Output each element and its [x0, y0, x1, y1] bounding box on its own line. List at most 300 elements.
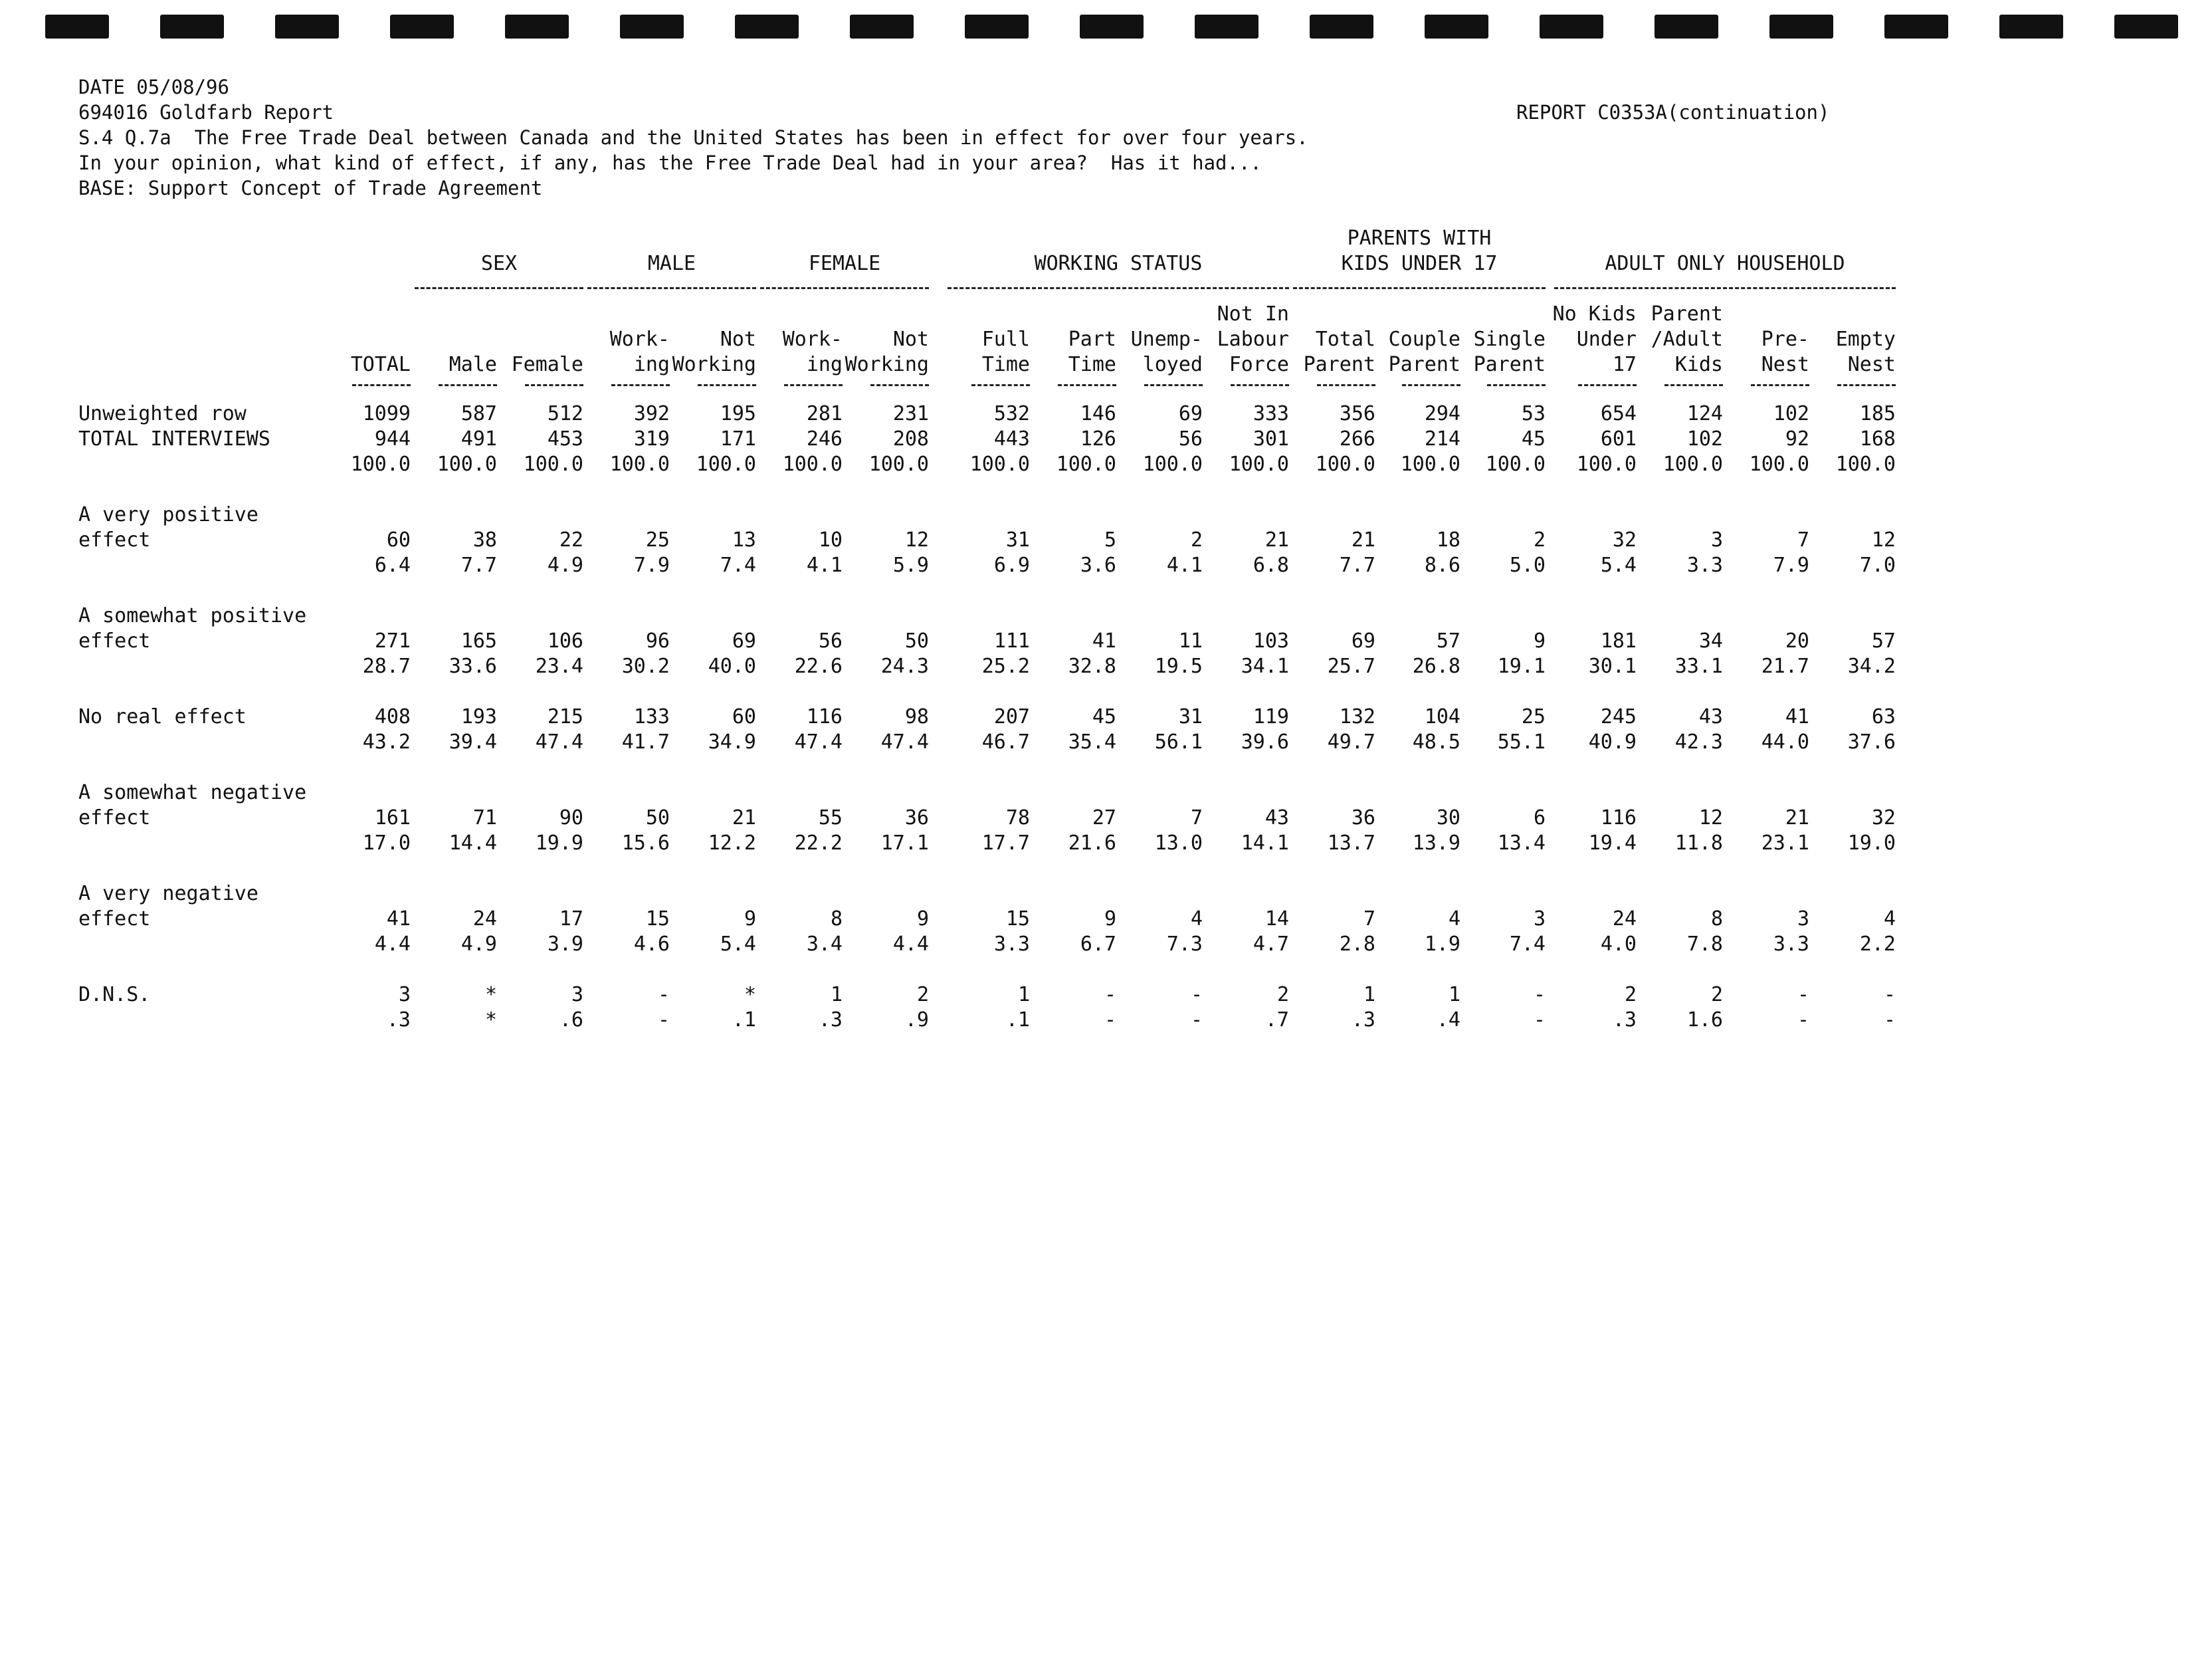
value-cell: - [657, 1008, 670, 1032]
value-cell: 102 [1686, 427, 1723, 451]
value-cell: 47.4 [535, 730, 583, 754]
value-cell: 6.7 [1080, 933, 1116, 956]
count-cell: 41 [386, 907, 411, 931]
count-cell: 50 [645, 806, 670, 830]
count-cell: 36 [904, 806, 929, 830]
count-cell: 12 [904, 528, 929, 552]
feed-hole [45, 15, 109, 39]
value-cell: 301 [1253, 427, 1289, 451]
value-cell: 4.4 [374, 933, 411, 956]
value-cell: - [1190, 1008, 1203, 1032]
tractor-feed-holes [45, 15, 2178, 41]
count-cell: 392 [633, 402, 670, 425]
count-cell: 104 [1424, 705, 1460, 728]
value-cell: 491 [460, 427, 497, 451]
column-header-rule [1837, 384, 1896, 386]
column-header: ing [806, 353, 843, 376]
column-header: Unemp- [1130, 328, 1203, 351]
column-header-rule [1664, 384, 1723, 386]
banner-group-label: SEX [480, 252, 518, 275]
value-cell: 453 [547, 427, 583, 451]
row-label: No real effect [78, 705, 247, 728]
count-cell: 38 [472, 528, 497, 552]
column-header-rule [1317, 384, 1375, 386]
value-cell: 6.8 [1253, 554, 1289, 577]
feed-hole [2114, 15, 2178, 39]
count-cell: 9 [1104, 907, 1116, 931]
value-cell: 100.0 [868, 453, 929, 476]
count-cell: 69 [1351, 629, 1375, 653]
column-header: Time [1068, 353, 1116, 376]
value-cell: 15.6 [621, 831, 670, 855]
banner-group-rule [415, 287, 583, 289]
value-cell: 32.8 [1068, 655, 1116, 678]
value-cell: 7.3 [1166, 933, 1203, 956]
value-cell: 24.3 [880, 655, 929, 678]
row-label: A somewhat negative [78, 781, 307, 804]
count-cell: 60 [732, 705, 756, 728]
column-header: TOTAL [350, 353, 411, 376]
value-cell: 944 [374, 427, 411, 451]
column-header-rule [1751, 384, 1809, 386]
value-cell: 17.0 [362, 831, 411, 855]
value-cell: 4.1 [1166, 554, 1203, 577]
value-cell: 46.7 [981, 730, 1030, 754]
value-cell: 17.1 [880, 831, 929, 855]
column-header: Time [981, 353, 1030, 376]
value-cell: 39.4 [449, 730, 497, 754]
count-cell: 2 [1710, 983, 1723, 1006]
feed-hole [1769, 15, 1833, 39]
value-cell: 8.6 [1424, 554, 1460, 577]
count-cell: 63 [1871, 705, 1896, 728]
value-cell: 56.1 [1154, 730, 1203, 754]
column-header: Empty [1835, 328, 1896, 351]
count-cell: 3 [398, 983, 411, 1006]
value-cell: 22.2 [794, 831, 843, 855]
value-cell: 7.4 [720, 554, 756, 577]
banner-group-label: MALE [647, 252, 696, 275]
banner-group-rule [948, 287, 1289, 289]
feed-hole [1540, 15, 1603, 39]
banner-group-label: ADULT ONLY HOUSEHOLD [1605, 252, 1845, 275]
count-cell: 57 [1871, 629, 1896, 653]
value-cell: 1.9 [1424, 933, 1460, 956]
count-cell: 2 [1624, 983, 1637, 1006]
value-cell: .3 [1351, 1008, 1375, 1032]
count-cell: 116 [1600, 806, 1637, 830]
value-cell: 21.7 [1761, 655, 1809, 678]
count-cell: 356 [1339, 402, 1375, 425]
column-header-rule [784, 384, 843, 386]
count-cell: 119 [1253, 705, 1289, 728]
count-cell: 245 [1600, 705, 1637, 728]
column-header: ing [633, 353, 670, 376]
count-cell: 294 [1424, 402, 1460, 425]
count-cell: 207 [993, 705, 1030, 728]
column-header: Parent [1473, 353, 1546, 376]
count-cell: - [657, 983, 670, 1006]
count-cell: 4 [1448, 907, 1460, 931]
value-cell: 47.4 [794, 730, 843, 754]
value-cell: 41.7 [621, 730, 670, 754]
column-header: Not [720, 328, 756, 351]
banner-group-rule [587, 287, 756, 289]
banner-group-label: PARENTS WITH [1347, 227, 1492, 250]
banner-group-rule [1554, 287, 1896, 289]
row-label: Unweighted row [78, 402, 247, 425]
count-cell: 2 [916, 983, 929, 1006]
value-cell: 55.1 [1497, 730, 1546, 754]
count-cell: 31 [1178, 705, 1203, 728]
count-cell: 96 [645, 629, 670, 653]
column-header: Labour [1217, 328, 1289, 351]
count-cell: 4 [1190, 907, 1203, 931]
value-cell: .1 [732, 1008, 756, 1032]
count-cell: 32 [1612, 528, 1637, 552]
feed-hole [505, 15, 569, 39]
count-cell: 5 [1104, 528, 1116, 552]
column-header: Kids [1674, 353, 1723, 376]
count-cell: 18 [1436, 528, 1460, 552]
feed-hole [390, 15, 454, 39]
value-cell: 100.0 [1835, 453, 1896, 476]
column-header: Parent [1303, 353, 1375, 376]
value-cell: .1 [1005, 1008, 1030, 1032]
count-cell: 102 [1773, 402, 1809, 425]
value-cell: 12.2 [708, 831, 756, 855]
count-cell: 9 [744, 907, 756, 931]
value-cell: 37.6 [1847, 730, 1896, 754]
row-label: effect [78, 528, 151, 552]
value-cell: 7.9 [633, 554, 670, 577]
column-header: Full [981, 328, 1030, 351]
count-cell: 71 [472, 806, 497, 830]
value-cell: 126 [1080, 427, 1116, 451]
value-cell: 19.1 [1497, 655, 1546, 678]
value-cell: 21.6 [1068, 831, 1116, 855]
value-cell: 5.4 [720, 933, 756, 956]
count-cell: 32 [1871, 806, 1896, 830]
count-cell: 161 [374, 806, 411, 830]
value-cell: 443 [993, 427, 1030, 451]
value-cell: - [1797, 1008, 1809, 1032]
column-header-rule [870, 384, 929, 386]
value-cell: 34.1 [1241, 655, 1289, 678]
value-cell: 25.2 [981, 655, 1030, 678]
count-cell: 53 [1521, 402, 1546, 425]
count-cell: 60 [386, 528, 411, 552]
count-cell: - [1533, 983, 1546, 1006]
value-cell: 100.0 [1749, 453, 1809, 476]
value-cell: 246 [806, 427, 843, 451]
value-cell: 14.4 [449, 831, 497, 855]
count-cell: 281 [806, 402, 843, 425]
feed-hole [735, 15, 799, 39]
value-cell: .3 [818, 1008, 843, 1032]
base-line: BASE: Support Concept of Trade Agreement [78, 177, 543, 199]
value-cell: 100.0 [1576, 453, 1637, 476]
value-cell: 13.7 [1327, 831, 1375, 855]
value-cell: 19.9 [535, 831, 583, 855]
count-cell: 146 [1080, 402, 1116, 425]
count-cell: 34 [1698, 629, 1723, 653]
count-cell: 1099 [362, 402, 411, 425]
count-cell: 111 [993, 629, 1030, 653]
value-cell: 13.0 [1154, 831, 1203, 855]
value-cell: 47.4 [880, 730, 929, 754]
value-cell: 5.9 [892, 554, 929, 577]
value-cell: 3.6 [1080, 554, 1116, 577]
value-cell: 319 [633, 427, 670, 451]
count-cell: 215 [547, 705, 583, 728]
feed-hole [965, 15, 1029, 39]
count-cell: 24 [472, 907, 497, 931]
value-cell: 6.9 [993, 554, 1030, 577]
value-cell: 266 [1339, 427, 1375, 451]
question-line-2: In your opinion, what kind of effect, if any, has the Free Trade Deal had in your area? Has it had... [78, 152, 1262, 174]
column-header: loyed [1142, 353, 1203, 376]
count-cell: 6 [1533, 806, 1546, 830]
value-cell: 4.6 [633, 933, 670, 956]
value-cell: 44.0 [1761, 730, 1809, 754]
banner-group-rule [1293, 287, 1546, 289]
count-cell: 69 [1178, 402, 1203, 425]
value-cell: 40.9 [1588, 730, 1637, 754]
banner-group-rule [760, 287, 929, 289]
feed-hole [1195, 15, 1258, 39]
column-header-rule [1144, 384, 1203, 386]
count-cell: - [1883, 983, 1896, 1006]
value-cell: .6 [559, 1008, 583, 1032]
count-cell: 8 [830, 907, 843, 931]
column-header: Couple [1388, 328, 1460, 351]
column-header-rule [971, 384, 1030, 386]
count-cell: 2 [1276, 983, 1289, 1006]
count-cell: 165 [460, 629, 497, 653]
value-cell: 5.0 [1509, 554, 1546, 577]
count-cell: 56 [818, 629, 843, 653]
feed-hole [275, 15, 339, 39]
value-cell: 43.2 [362, 730, 411, 754]
count-cell: 512 [547, 402, 583, 425]
feed-hole [160, 15, 224, 39]
column-header: Force [1229, 353, 1289, 376]
value-cell: 42.3 [1674, 730, 1723, 754]
feed-hole [1425, 15, 1488, 39]
row-label: effect [78, 806, 151, 830]
value-cell: 11.8 [1674, 831, 1723, 855]
value-cell: 6.4 [374, 554, 411, 577]
count-cell: 50 [904, 629, 929, 653]
value-cell: 4.0 [1600, 933, 1637, 956]
count-cell: - [1797, 983, 1809, 1006]
value-cell: 3.9 [547, 933, 583, 956]
column-header: Not [892, 328, 929, 351]
value-cell: 168 [1859, 427, 1896, 451]
value-cell: 22.6 [794, 655, 843, 678]
count-cell: 98 [904, 705, 929, 728]
report-id: REPORT C0353A(continuation) [1516, 101, 1830, 124]
count-cell: 21 [732, 806, 756, 830]
value-cell: 2.8 [1339, 933, 1375, 956]
value-cell: 100.0 [437, 453, 497, 476]
count-cell: 1 [1017, 983, 1030, 1006]
row-label: effect [78, 907, 151, 931]
count-cell: * [484, 983, 497, 1006]
count-cell: 22 [559, 528, 583, 552]
count-cell: 25 [645, 528, 670, 552]
column-header-rule [352, 384, 411, 386]
count-cell: 3 [571, 983, 583, 1006]
value-cell: 33.1 [1674, 655, 1723, 678]
column-header: 17 [1612, 353, 1637, 376]
banner-group-label: KIDS UNDER 17 [1341, 252, 1498, 275]
feed-hole [1080, 15, 1144, 39]
count-cell: 10 [818, 528, 843, 552]
count-cell: 43 [1698, 705, 1723, 728]
count-cell: 25 [1521, 705, 1546, 728]
column-header-rule [1578, 384, 1637, 386]
count-cell: 21 [1264, 528, 1289, 552]
value-cell: 4.7 [1253, 933, 1289, 956]
value-cell: 5.4 [1600, 554, 1637, 577]
row-label: A very negative [78, 882, 258, 905]
column-header: No Kids [1552, 302, 1637, 326]
value-cell: 100.0 [1229, 453, 1289, 476]
count-cell: 20 [1785, 629, 1809, 653]
feed-hole [1310, 15, 1373, 39]
value-cell: 100.0 [1485, 453, 1546, 476]
value-cell: 171 [720, 427, 756, 451]
column-header: Single [1473, 328, 1546, 351]
value-cell: 19.5 [1154, 655, 1203, 678]
count-cell: 90 [559, 806, 583, 830]
value-cell: 7.0 [1859, 554, 1896, 577]
column-header-rule [1231, 384, 1289, 386]
count-cell: 3 [1533, 907, 1546, 931]
count-cell: 9 [1533, 629, 1546, 653]
value-cell: 48.5 [1412, 730, 1460, 754]
count-cell: 12 [1871, 528, 1896, 552]
row-label: effect [78, 629, 151, 653]
count-cell: 654 [1600, 402, 1637, 425]
value-cell: 100.0 [523, 453, 583, 476]
column-header: Female [511, 353, 583, 376]
value-cell: 56 [1178, 427, 1203, 451]
value-cell: 100.0 [1662, 453, 1723, 476]
column-header: /Adult [1651, 328, 1723, 351]
count-cell: - [1104, 983, 1116, 1006]
count-cell: 103 [1253, 629, 1289, 653]
value-cell: 4.1 [806, 554, 843, 577]
value-cell: 1.6 [1686, 1008, 1723, 1032]
count-cell: 27 [1092, 806, 1116, 830]
column-header-rule [525, 384, 583, 386]
count-cell: 2 [1190, 528, 1203, 552]
count-cell: 193 [460, 705, 497, 728]
value-cell: - [1104, 1008, 1116, 1032]
value-cell: 34.9 [708, 730, 756, 754]
value-cell: 3.4 [806, 933, 843, 956]
column-header: Nest [1761, 353, 1809, 376]
value-cell: * [484, 1008, 497, 1032]
count-cell: 231 [892, 402, 929, 425]
count-cell: 271 [374, 629, 411, 653]
report-name: 694016 Goldfarb Report [78, 101, 334, 124]
column-header: Male [449, 353, 497, 376]
value-cell: 25.7 [1327, 655, 1375, 678]
value-cell: 34.2 [1847, 655, 1896, 678]
value-cell: 208 [892, 427, 929, 451]
feed-hole [1999, 15, 2063, 39]
value-cell: 13.9 [1412, 831, 1460, 855]
column-header: Pre- [1761, 328, 1809, 351]
value-cell: 100.0 [609, 453, 670, 476]
value-cell: 35.4 [1068, 730, 1116, 754]
column-header: Under [1576, 328, 1637, 351]
value-cell: 100.0 [1142, 453, 1203, 476]
row-label: D.N.S. [78, 983, 151, 1006]
count-cell: 17 [559, 907, 583, 931]
value-cell: 40.0 [708, 655, 756, 678]
banner-group-label: FEMALE [808, 252, 881, 275]
value-cell: 100.0 [1056, 453, 1116, 476]
count-cell: 57 [1436, 629, 1460, 653]
column-header-rule [611, 384, 670, 386]
column-header-rule [1058, 384, 1116, 386]
value-cell: 100.0 [1400, 453, 1460, 476]
count-cell: 7 [1797, 528, 1809, 552]
value-cell: .4 [1436, 1008, 1460, 1032]
feed-hole [1884, 15, 1948, 39]
report-date: DATE 05/08/96 [78, 76, 229, 98]
column-header: Parent [1651, 302, 1723, 326]
count-cell: 21 [1351, 528, 1375, 552]
column-header: Part [1068, 328, 1116, 351]
column-header: Parent [1388, 353, 1460, 376]
column-header-rule [1402, 384, 1460, 386]
value-cell: 30.2 [621, 655, 670, 678]
count-cell: 41 [1092, 629, 1116, 653]
count-cell: 11 [1178, 629, 1203, 653]
banner-group-label: WORKING STATUS [1034, 252, 1203, 275]
value-cell: 92 [1785, 427, 1809, 451]
value-cell: .3 [1612, 1008, 1637, 1032]
feed-hole [620, 15, 684, 39]
count-cell: 1 [1448, 983, 1460, 1006]
count-cell: 21 [1785, 806, 1809, 830]
question-line-1: S.4 Q.7a The Free Trade Deal between Canada and the United States has been in effect for over four years. [78, 126, 1308, 149]
row-label: A very positive [78, 503, 258, 526]
value-cell: 14.1 [1241, 831, 1289, 855]
column-header-rule [698, 384, 756, 386]
value-cell: 100.0 [1315, 453, 1375, 476]
value-cell: 7.7 [460, 554, 497, 577]
count-cell: 124 [1686, 402, 1723, 425]
count-cell: 3 [1797, 907, 1809, 931]
count-cell: 532 [993, 402, 1030, 425]
count-cell: 116 [806, 705, 843, 728]
count-cell: 31 [1005, 528, 1030, 552]
value-cell: 7.8 [1686, 933, 1723, 956]
value-cell: 4.9 [547, 554, 583, 577]
value-cell: 39.6 [1241, 730, 1289, 754]
count-cell: 15 [645, 907, 670, 931]
count-cell: 43 [1264, 806, 1289, 830]
column-header: Work- [782, 328, 843, 351]
value-cell: 2.2 [1859, 933, 1896, 956]
